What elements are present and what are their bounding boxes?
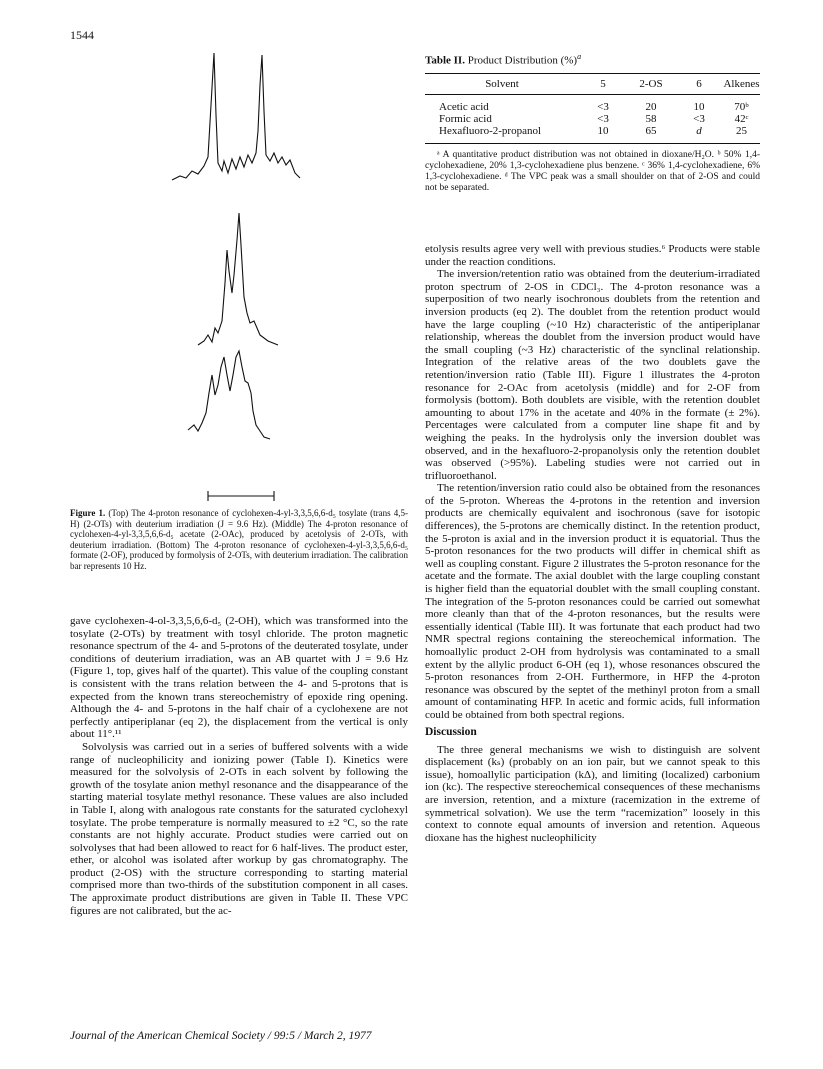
paragraph: gave cyclohexen-4-ol-3,3,5,6,6-d₅ (2-OH), which was transformed into the tosylate (2-OTs) by treatment with tosyl chloride. The proton magnetic resonance spectrum of the 4- and 5-protons of the deuterated tosylate, under conditions of deuterium irradiation, was an AB quartet with J = 9.6 Hz (Figure 1, top, gives half of the quartet). This value of the coupling constant is consistent with the trans relation between the 4- and 5-protons that is expected from the known trans stereochemistry of epoxide ring opening. Although the 4- and 5-protons in the half chair of a cyclohexene are not perfectly antiperiplanar (eq 2), the displacement from the vertical is only about 11°.¹¹	[70, 615, 408, 741]
table-cell: 25	[723, 125, 760, 144]
table-cell: 10	[579, 125, 627, 144]
table-header-cell: 2-OS	[627, 73, 675, 94]
table-footnotes: ᵃ A quantitative product distribution was not obtained in dioxane/H₂O. ᵇ 50% 1,4-cyclohexadiene, 20% 1,3-cyclohexadiene plus benzene. ᶜ 36% 1,4-cyclohexadiene, 6% 1,3-cyclohexadiene. ᵈ The VPC peak was a small shoulder on that of 2-OS and could not be separated.	[425, 149, 760, 193]
table-product-distribution	[425, 52, 760, 203]
table-title-text: Product Distribution (%)	[464, 54, 578, 67]
figure-caption-text: (Top) The 4-proton resonance of cyclohexen-4-yl-3,3,5,6,6-d₅ tosylate (trans 4,5-H) (2-OTs) with deuterium irradiation (J = 9.6 Hz). (Middle) The 4-proton resonance of cyclohexen-4-yl-3,3,5,6,6-d₅ acetate (2-OAc), produced by acetolysis of 2-OTs, with deuterium irradiation. (Bottom) The 4-proton resonance of cyclohexen-4-yl-3,3,5,6,6-d₅ formate (2-OF), produced by formolysis of 2-OTs, with deuterium irradiation. The calibration bar represents 10 Hz.	[70, 508, 408, 571]
left-column-text	[70, 615, 408, 917]
table-cell: 70ᵇ	[734, 100, 749, 113]
spectrum-top	[172, 53, 300, 180]
calibration-bar	[208, 491, 274, 501]
table-header-row	[425, 73, 760, 94]
table-cell: d	[675, 125, 723, 144]
figure-caption	[70, 508, 408, 572]
table-title-footnote-mark: a	[577, 52, 582, 61]
paragraph: Solvolysis was carried out in a series of buffered solvents with a wide range of nucleophilicity and ionizing power (Table I). Kinetics were measured for the solvolysis of 2-OTs in each solvent by following the growth of the tosylate anion methyl resonance and the disappearance of the starting material tosylate methyl resonance. These values are also included in Table I, along with analogous rate constants for the saturated cyclohexyl tosylate. The probe temperature is normally measured to ±2 °C, so the rate constants are not highly accurate. Product studies were carried out on solvolyses that had been allowed to react for 6 half-lives. The product ester, ether, or alcohol was isolated after workup by gas chromatography. The product (2-OS) with the structure corresponding to starting material comprised more than two-thirds of the substitution component in all cases. The approximate product distributions are given in Table II. These VPC figures are not calibrated, but the ac-	[70, 740, 408, 917]
paragraph: The retention/inversion ratio could also be obtained from the resonances of the 5-proton. Whereas the 4-protons in the retention and inversion products are chemically equivalent and isochronous (save for isotopic differences), the 5-protons are chemically distinct. In the retention product, the 5-proton is axial and in the inversion product it is equatorial. Thus the 5-proton resonances for the two products will differ in chemical shift as well as coupling constant. Figure 2 illustrates the 5-proton resonance for the acetate and the formate. The axial doublet with the large coupling constant is higher field than the equatorial doublet with the small coupling constant. The integration of the 5-proton resonances could be carried out somewhat more cleanly than that of the 4-proton resonances, but the results were essentially identical (Table III). It was fortunate that each product had two NMR spectral regions containing the stereochemical information. The homoallylic product 2-OH from hydrolysis was contaminated to a small extent by the allylic product 6-OH (eq 1), whose resonances obscured the 5-proton resonances from 2-OH. Furthermore, in HFP the 4-proton resonance was obscured by the septet of the methinyl proton from a small amount of contaminating HFP. In acetic and formic acids, full information could be obtained from both spectral regions.	[425, 482, 760, 721]
section-heading-discussion: Discussion	[425, 725, 477, 738]
journal-footer: Journal of the American Chemical Society / 99:5 / March 2, 1977	[70, 1030, 372, 1042]
table-cell: Formic acid	[439, 112, 492, 125]
table-row	[425, 113, 760, 125]
table-cell: 58	[645, 112, 657, 125]
table-label: Table II.	[425, 54, 465, 67]
paragraph: The inversion/retention ratio was obtained from the deuterium-irradiated proton spectrum of 2-OS in CDCl₃. The 4-proton resonance was a superposition of two nearly isochronous doublets from the retention and inversion products (eq 2). The doublet from the retention product would have the large coupling (~10 Hz) characteristic of the antiperiplanar relationship, whereas the doublet from the inversion product would have the small coupling (~3 Hz) characteristic of the synclinal relationship. Integration of the relative areas of the two doublets gave the retention/inversion ratio (Table III). Figure 1 illustrates the 4-proton resonance for 2-OAc from acetolysis (middle) and for 2-OF from formolysis (bottom). Both doublets are visible, with the retention doublet amounting to about 17% in the acetate and 40% in the formate (± 2%). Percentages were calculated from a computer line shape fit and by weighing the peaks. In the hydrolysis only the inversion doublet was observed, and in the hexafluoro-2-propanolysis only the retention doublet was observed (>95%). Labeling studies were not carried out in trifluoroethanol.	[425, 268, 760, 482]
table-header-cell: Solvent	[425, 73, 579, 94]
table-header-cell: 6	[675, 73, 723, 94]
spectrum-bottom	[188, 351, 270, 439]
figure-caption-label: Figure 1.	[70, 508, 106, 518]
paragraph: The three general mechanisms we wish to distinguish are solvent displacement (kₛ) (probably on an ion pair, but we cannot speak to this issue), homoallylic participation (kΔ), and limiting (localized) carbonium ion (kᴄ). The respective stereochemical consequences of these mechanisms are inversion, retention, and a mixture (racemization in the extreme of symmetrical solvation). We use the term “racemization” loosely in this context to connote equal amounts of inversion and retention. Aqueous dioxane has the highest nucleophilicity	[425, 743, 760, 844]
spectrum-middle	[198, 213, 278, 345]
table-cell: 42ᶜ	[734, 112, 749, 125]
right-column-text	[425, 243, 760, 844]
table-cell: 10	[693, 100, 705, 113]
table-cell: 65	[627, 125, 675, 144]
paragraph: etolysis results agree very well with previous studies.⁶ Products were stable under the reaction conditions.	[425, 243, 760, 268]
table-cell: 20	[645, 100, 657, 113]
table-cell: Hexafluoro-2-propanol	[425, 125, 579, 144]
nmr-spectra-figure	[150, 45, 330, 505]
nmr-spectra-svg	[150, 45, 330, 505]
table-title	[425, 52, 760, 67]
table-header-cell: 5	[579, 73, 627, 94]
table-cell: <3	[597, 100, 609, 113]
table-header-cell: Alkenes	[723, 73, 760, 94]
table-row	[425, 94, 760, 113]
table-cell: <3	[597, 112, 609, 125]
distribution-table	[425, 73, 760, 144]
table-cell: <3	[693, 112, 705, 125]
table-row	[425, 125, 760, 144]
table-cell: Acetic acid	[439, 100, 489, 113]
page-number: 1544	[70, 28, 94, 42]
